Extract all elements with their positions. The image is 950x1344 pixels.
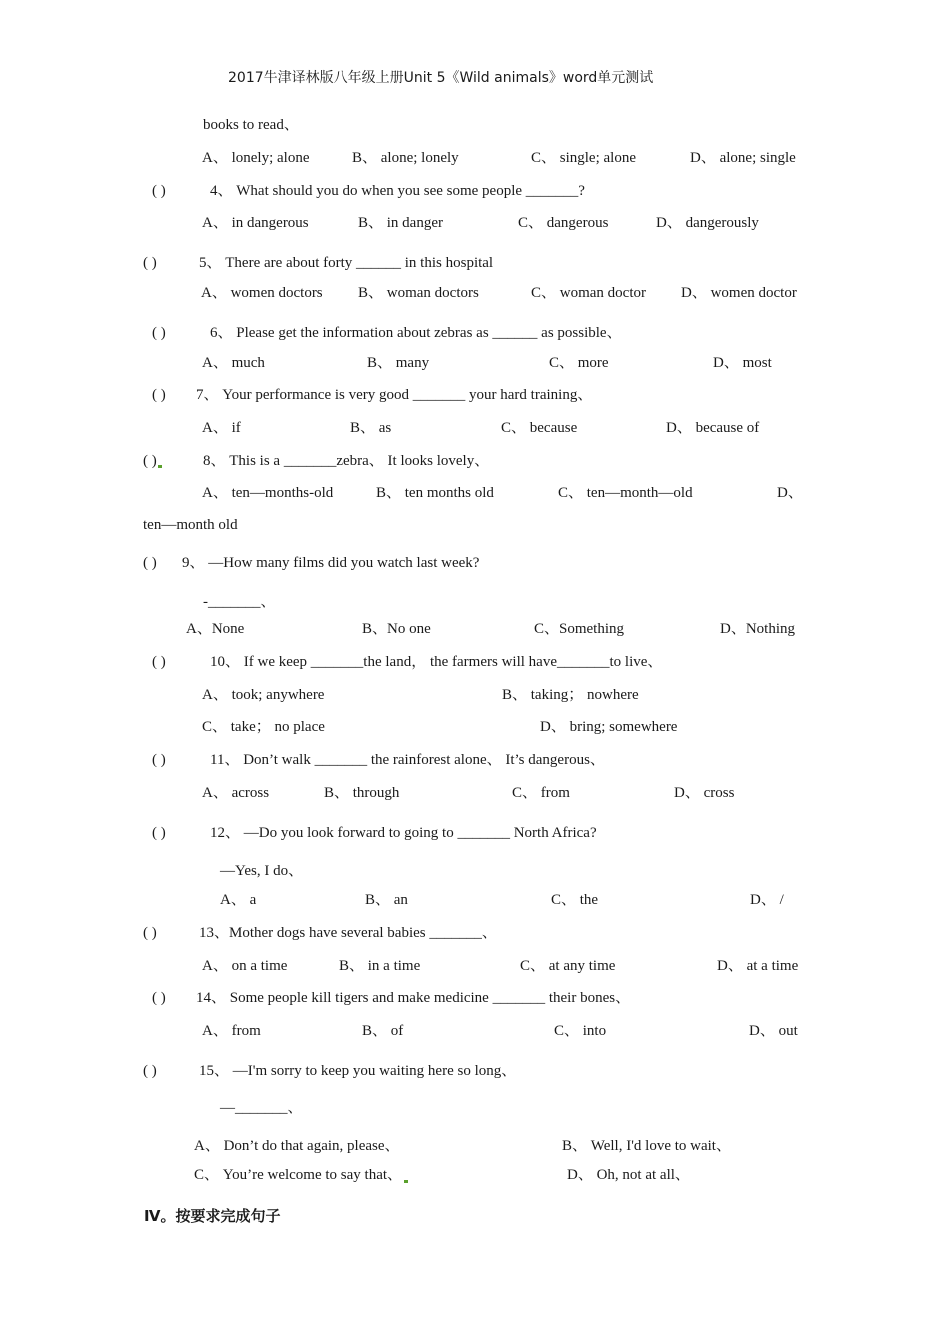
q11-answer-paren: ( ) bbox=[152, 752, 166, 768]
q12-option-b: B、 an bbox=[365, 892, 408, 908]
q8-stem: 8、 This is a _______zebra、 It looks lovely、 bbox=[203, 453, 490, 469]
q6-option-d: D、 most bbox=[713, 355, 772, 371]
q4-stem: 4、 What should you do when you see some people _______? bbox=[210, 183, 585, 199]
q13-answer-paren: ( ) bbox=[143, 925, 157, 941]
q14-option-d: D、 out bbox=[749, 1023, 798, 1039]
q15-option-c: C、 You’re welcome to say that、 bbox=[194, 1167, 403, 1183]
q12-option-d: D、 / bbox=[750, 892, 784, 908]
q8-option-c: C、 ten—month—old bbox=[558, 485, 693, 501]
q11-option-d: D、 cross bbox=[674, 785, 735, 801]
q6-option-c: C、 more bbox=[549, 355, 609, 371]
q11-stem: 11、 Don’t walk _______ the rainforest alone、 It’s dangerous、 bbox=[210, 752, 605, 768]
q5-option-d: D、 women doctor bbox=[681, 285, 797, 301]
q7-answer-paren: ( ) bbox=[152, 387, 166, 403]
q9-option-b: B、No one bbox=[362, 621, 431, 637]
q4-option-d: D、 dangerously bbox=[656, 215, 759, 231]
q7-stem: 7、 Your performance is very good _______ your hard training、 bbox=[196, 387, 593, 403]
q6-option-b: B、 many bbox=[367, 355, 430, 371]
q10-option-c: C、 take； no place bbox=[202, 719, 325, 735]
q9-answer-line: -_______、 bbox=[203, 594, 276, 610]
q5-stem: 5、 There are about forty ______ in this hospital bbox=[199, 255, 494, 271]
q7-option-c: C、 because bbox=[501, 420, 578, 436]
q3-option-c: C、 single; alone bbox=[531, 150, 636, 166]
q5-option-b: B、 woman doctors bbox=[358, 285, 479, 301]
q15-option-b: B、 Well, I'd love to wait、 bbox=[562, 1138, 731, 1154]
q6-option-a: A、 much bbox=[202, 355, 265, 371]
q13-option-a: A、 on a time bbox=[202, 958, 288, 974]
q4-answer-paren: ( ) bbox=[152, 183, 166, 199]
q10-option-b: B、 taking； nowhere bbox=[502, 687, 639, 703]
q13-stem: 13、Mother dogs have several babies _______、 bbox=[199, 925, 497, 941]
q9-option-a: A、None bbox=[186, 621, 245, 637]
q11-option-b: B、 through bbox=[324, 785, 400, 801]
q4-option-a: A、 in dangerous bbox=[202, 215, 309, 231]
q11-option-c: C、 from bbox=[512, 785, 570, 801]
q7-option-d: D、 because of bbox=[666, 420, 760, 436]
q5-option-a: A、 women doctors bbox=[201, 285, 323, 301]
q14-answer-paren: ( ) bbox=[152, 990, 166, 1006]
q9-answer-paren: ( ) bbox=[143, 555, 157, 571]
scan-mark bbox=[158, 465, 162, 468]
q13-option-b: B、 in a time bbox=[339, 958, 421, 974]
q8-answer-paren: ( ) bbox=[143, 453, 157, 469]
q4-option-c: C、 dangerous bbox=[518, 215, 609, 231]
scan-mark bbox=[404, 1180, 408, 1183]
q14-option-c: C、 into bbox=[554, 1023, 607, 1039]
q12-option-a: A、 a bbox=[220, 892, 257, 908]
q14-option-b: B、 of bbox=[362, 1023, 404, 1039]
q3-option-b: B、 alone; lonely bbox=[352, 150, 459, 166]
q10-answer-paren: ( ) bbox=[152, 654, 166, 670]
q12-option-c: C、 the bbox=[551, 892, 599, 908]
q11-option-a: A、 across bbox=[202, 785, 270, 801]
q10-option-a: A、 took; anywhere bbox=[202, 687, 325, 703]
q8-option-b: B、 ten months old bbox=[376, 485, 494, 501]
q8-option-a: A、 ten—months-old bbox=[202, 485, 334, 501]
q4-option-b: B、 in danger bbox=[358, 215, 443, 231]
q9-option-d: D、Nothing bbox=[720, 621, 796, 637]
q15-option-a: A、 Don’t do that again, please、 bbox=[194, 1138, 400, 1154]
q12-stem: 12、 —Do you look forward to going to _______ North Africa? bbox=[210, 825, 597, 841]
q5-answer-paren: ( ) bbox=[143, 255, 157, 271]
section-heading: Ⅳ。按要求完成句子 bbox=[144, 1207, 281, 1225]
q8-option-d-continued: ten—month old bbox=[143, 517, 238, 533]
q13-option-d: D、 at a time bbox=[717, 958, 799, 974]
q3-option-d: D、 alone; single bbox=[690, 150, 796, 166]
q13-option-c: C、 at any time bbox=[520, 958, 616, 974]
q15-stem: 15、 —I'm sorry to keep you waiting here so long、 bbox=[199, 1063, 517, 1079]
q9-option-c: C、Something bbox=[534, 621, 625, 637]
q12-answer-paren: ( ) bbox=[152, 825, 166, 841]
q6-answer-paren: ( ) bbox=[152, 325, 166, 341]
q15-answer-paren: ( ) bbox=[143, 1063, 157, 1079]
q9-stem: 9、 —How many films did you watch last week? bbox=[182, 555, 480, 571]
q15-answer-line: —_______、 bbox=[220, 1100, 303, 1116]
q7-option-b: B、 as bbox=[350, 420, 392, 436]
q14-stem: 14、 Some people kill tigers and make medicine _______ their bones、 bbox=[196, 990, 631, 1006]
q6-stem: 6、 Please get the information about zebras as ______ as possible、 bbox=[210, 325, 622, 341]
q5-option-c: C、 woman doctor bbox=[531, 285, 646, 301]
q12-answer-line: —Yes, I do、 bbox=[220, 863, 304, 879]
q3-stem-tail: books to read、 bbox=[203, 117, 299, 133]
q15-option-d: D、 Oh, not at all、 bbox=[567, 1167, 690, 1183]
q3-option-a: A、 lonely; alone bbox=[202, 150, 310, 166]
q14-option-a: A、 from bbox=[202, 1023, 261, 1039]
q10-stem: 10、 If we keep _______the land， the farmers will have_______to live、 bbox=[210, 654, 663, 670]
page-header: 2017牛津译林版八年级上册Unit 5《Wild animals》word单元测试 bbox=[228, 70, 654, 86]
q8-option-d: D、 bbox=[777, 485, 803, 501]
q7-option-a: A、 if bbox=[202, 420, 241, 436]
q10-option-d: D、 bring; somewhere bbox=[540, 719, 678, 735]
